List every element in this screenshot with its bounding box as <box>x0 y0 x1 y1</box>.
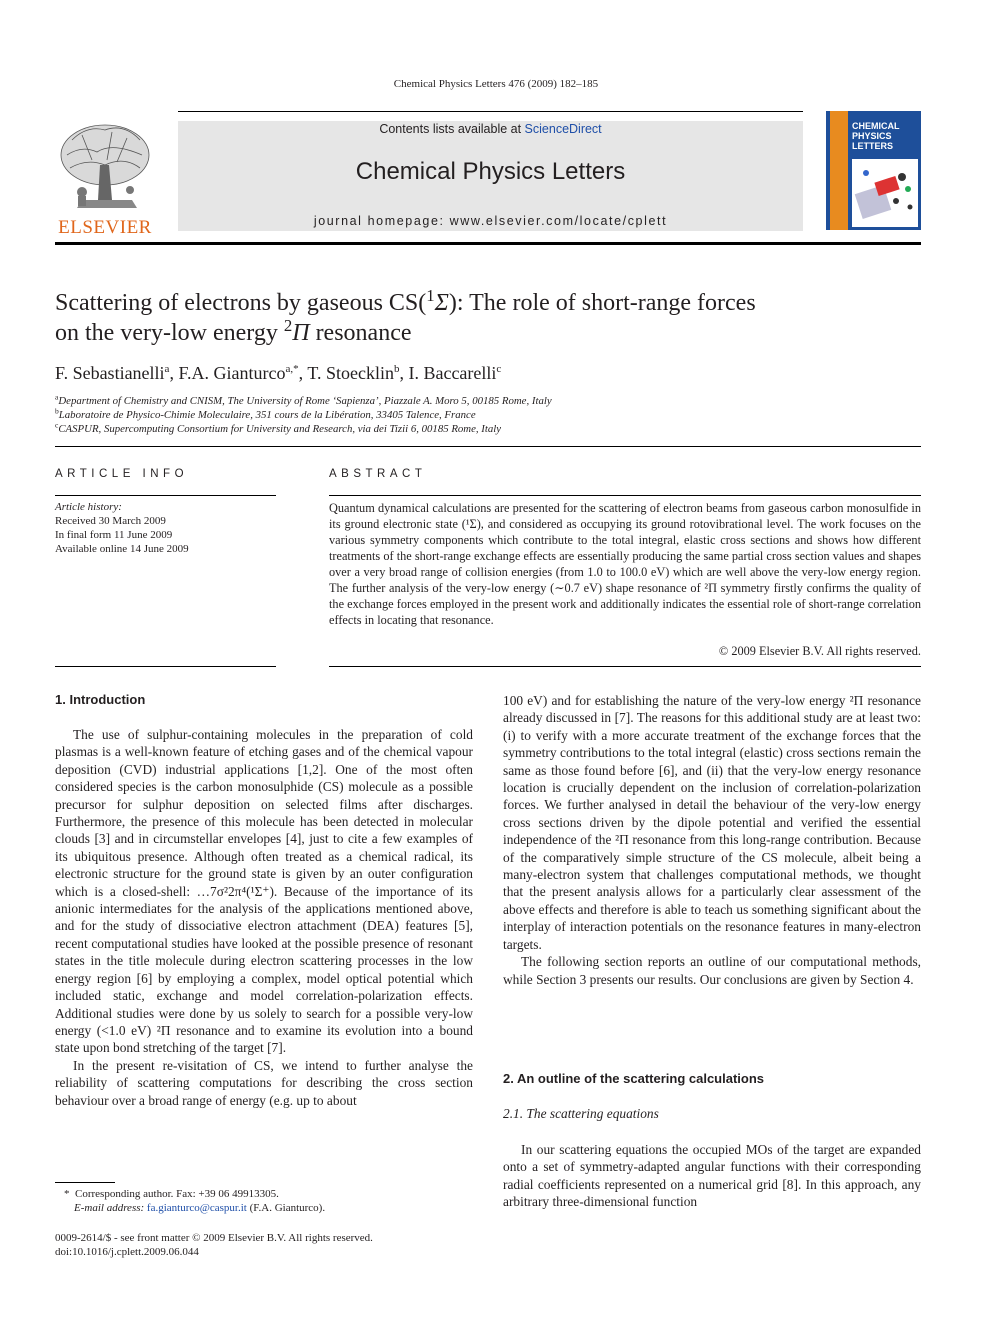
intro-paragraph-1: The use of sulphur-containing molecules in the preparation of cold plasmas is a well-known feature of etching gases and of the chemical vapour deposition (CVD) industrial applications [1,2]. One of the most often considered species is the carbon monosulphide (CS) molecule as a possible precursor for sulphur deposition on selected films after discharges. Furthermore, the presence of this molecule has been detected in molecular clouds [3] and in circumstellar envelopes [4], just to cite a few examples of its ubiquitous presence. Although often treated as a chemical radical, its electronic structure for the ground state is given by an outer configuration which is a closed-shell: …7σ²2π⁴(¹Σ⁺). Because of the importance of its anionic intermediates for the analysis of the applications mentioned above, and for the study of dissociative electron attachment (DEA) features [5], recent computational studies have looked at the possible presence of resonant states in the title molecule during electron scattering processes in the low energy region [6] by employing a complex, model optical potential which included static, exchange and model correlation-polarization effects. Additional studies were done by us solely to search for a possible very-low energy (<1.0 eV) ²Π resonance and to examine its evolution into a bound state upon bond stretching of the target [7]. <box>55 727 473 1056</box>
section-1-heading: 1. Introduction <box>55 692 146 707</box>
article-title-line1: Scattering of electrons by gaseous CS($^1$Σ): The role of short-range forces <box>55 286 756 316</box>
history-label: Article history: <box>55 501 122 513</box>
affiliations <box>55 394 935 436</box>
cover-title-line1: CHEMICAL <box>852 121 900 131</box>
right-paragraph-1: 100 eV) and for establishing the nature of the very-low energy ²Π resonance already discussed in [7]. The reasons for this additional study are at least two: (i) to verify with a more accurate treatment of the exchange forces that the symmetry contributions to the total integral (elastic) cross sections remain the same as those found before [6], and (ii) that the very-low energy resonance location is crucially dependent on the inclusion of correlation-polarization forces. We further analysed in detail the behaviour of the very-low energy cross sections driven by the dipole potential and verified the essential independence of the ²Π resonance from this long-range contribution. Because of the comparatively simple structure of the CS molecule, albeit being a many-electron system that challenges computational methods, we thought that the present analysis allows for a particularly clear assessment of the above effects and therefore is able to teach us something significant about the interplay of interaction potentials on the resonance features in many-electron targets. <box>503 693 921 952</box>
footnote-rule <box>55 1182 115 1183</box>
affiliation-c: $^c$CASPUR, Supercomputing Consortium for University and Research, via dei Tizii 6, 00185 Rome, Italy <box>55 420 502 435</box>
info-bottom-rule <box>55 666 276 667</box>
email-note: E-mail address: fa.gianturco@caspur.it (F.A. Gianturco). <box>74 1202 326 1214</box>
affiliation-b: $^b$Laboratoire de Physico-Chimie Moleculaire, 351 cours de la Libération, 33405 Talence, France <box>55 406 476 421</box>
page-footer <box>55 1231 505 1259</box>
article-info-rule <box>55 495 276 496</box>
right-paragraph-3: In our scattering equations the occupied MOs of the target are expanded onto a set of symmetry-adapted angular functions with their corresponding radial coefficients represented on a numerical grid [8]. In this approach, any arbitrary three-dimensional function <box>503 1142 921 1210</box>
cover-artwork-icon <box>852 159 918 227</box>
elsevier-tree-icon <box>52 120 158 212</box>
right-paragraph-2: The following section reports an outline of our computational methods, while Section 3 presents our results. Our conclusions are given by Section 4. <box>503 954 921 987</box>
publisher-name: ELSEVIER <box>58 217 152 238</box>
subsection-2-1-heading: 2.1. The scattering equations <box>503 1106 659 1121</box>
running-header: Chemical Physics Letters 476 (2009) 182–185 <box>393 78 599 90</box>
author-3: T. Stoecklin$^b$, <box>307 363 409 383</box>
article-history <box>55 500 276 556</box>
header-rule <box>178 111 803 112</box>
email-link[interactable]: fa.gianturco@caspur.it <box>146 1202 247 1214</box>
journal-name: Chemical Physics Letters <box>355 158 626 185</box>
abstract-bottom-rule <box>329 666 921 667</box>
author-1: F. Sebastianelli$^a$, <box>55 363 179 383</box>
footnote <box>64 1187 474 1215</box>
masthead-box <box>178 121 803 231</box>
final-form-date: In final form 11 June 2009 <box>55 529 173 541</box>
cover-title <box>852 121 900 151</box>
corresponding-author-note: * Corresponding author. Fax: +39 06 49913305. <box>64 1188 279 1200</box>
author-2: F.A. Gianturco$^{a,*}$, <box>178 363 308 383</box>
contents-prefix: Contents lists available at <box>379 122 525 136</box>
doi-line[interactable]: doi:10.1016/j.cplett.2009.06.044 <box>55 1246 199 1258</box>
masthead-bottom-rule <box>55 242 921 245</box>
abstract-heading: ABSTRACT <box>329 468 427 480</box>
author-list <box>55 361 935 385</box>
cover-title-line3: LETTERS <box>852 141 894 151</box>
article-info-heading: ARTICLE INFO <box>55 468 189 480</box>
received-date: Received 30 March 2009 <box>55 515 166 527</box>
author-4: I. Baccarelli$^c$ <box>408 363 502 383</box>
online-date: Available online 14 June 2009 <box>55 543 189 555</box>
affiliation-a: $^a$Department of Chemistry and CNISM, The University of Rome ‘Sapienza’, Piazzale A. Moro 5, 00185 Rome, Italy <box>55 392 552 407</box>
right-column-body-2 <box>503 1141 921 1211</box>
abstract-text: Quantum dynamical calculations are presented for the scattering of electron beams from gaseous carbon monosulfide in its ground electronic state (¹Σ), and considered as occupying its ground rotovibrational level. The work focuses on the various symmetry components which contribute to the total integral, elastic cross sections and shows how different treatments of the short-range exchange effects are essentially producing the same partial cross section values and shapes over a very broad range of collision energies (from 1.0 to 100.0 eV) which are well above the very-low energy region. The further analysis of the very-low energy (∼0.7 eV) shape resonance of ²Π symmetry firstly confirms the quality of the exchange forces employed in the present work and additionally indicates the essential role of short-range correlation effects in locating that resonance. <box>329 501 921 627</box>
cover-title-line2: PHYSICS <box>852 131 892 141</box>
article-title <box>55 288 935 348</box>
article-title-line2: on the very-low energy $^2$Π resonance <box>55 316 412 346</box>
homepage-line <box>178 214 803 228</box>
intro-paragraph-2: In the present re-visitation of CS, we intend to further analyse the reliability of scattering computations for describing the cross section behaviour over a broad range of energy (e.g. up to about <box>55 1057 473 1108</box>
affiliation-rule <box>55 446 921 447</box>
cover-stripe <box>830 111 848 230</box>
sciencedirect-link[interactable]: ScienceDirect <box>524 122 602 136</box>
elsevier-logo <box>52 120 158 238</box>
homepage-url[interactable]: www.elsevier.com/locate/cplett <box>449 214 668 228</box>
copyright-line: © 2009 Elsevier B.V. All rights reserved. <box>718 644 921 658</box>
homepage-label: journal homepage: <box>313 214 450 228</box>
section-2-heading: 2. An outline of the scattering calculations <box>503 1071 765 1086</box>
left-column-body <box>55 726 473 1109</box>
journal-cover <box>826 111 921 230</box>
contents-line <box>178 122 803 136</box>
issn-line: 0009-2614/$ - see front matter © 2009 Elsevier B.V. All rights reserved. <box>55 1232 373 1244</box>
abstract-rule <box>329 495 921 496</box>
right-column-body <box>503 692 921 988</box>
